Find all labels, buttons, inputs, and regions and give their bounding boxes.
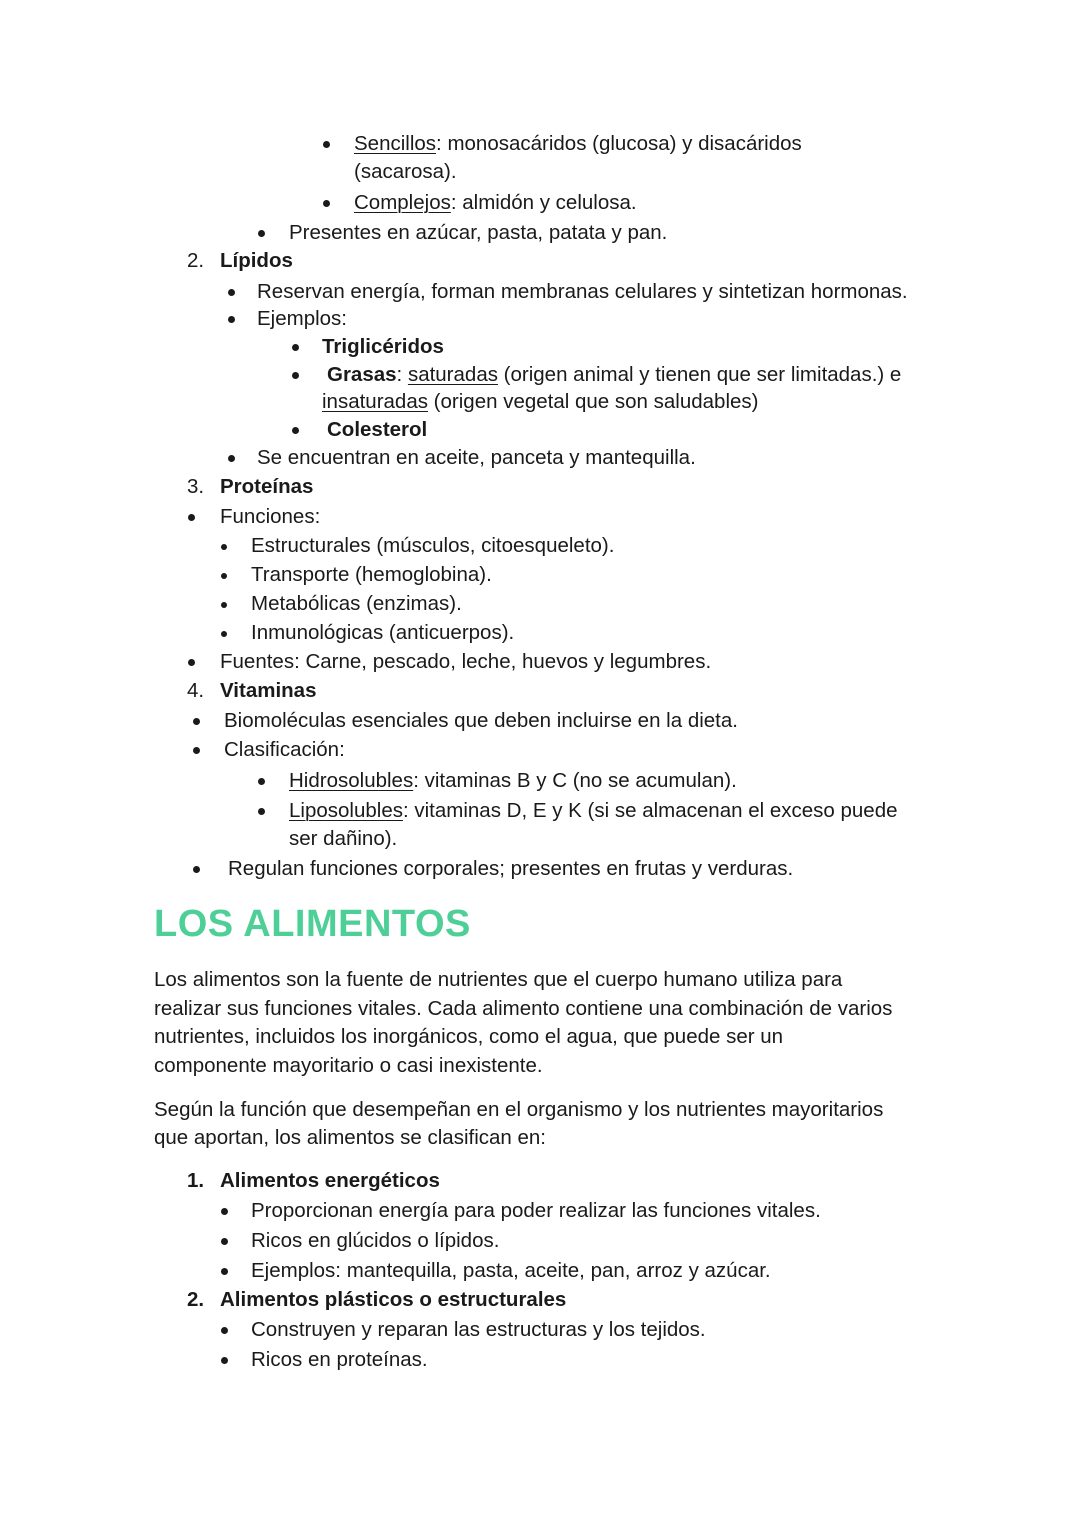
grasas-term: Grasas	[327, 363, 397, 386]
energeticos-item: Proporcionan energía para poder realizar las funciones vitales.	[251, 1199, 821, 1222]
bullet	[228, 316, 235, 323]
bullet	[323, 200, 330, 207]
insaturadas-line	[322, 388, 758, 416]
lipidos-title: Lípidos	[220, 249, 293, 272]
hidrosolubles-text: : vitaminas B y C (no se acumulan).	[413, 769, 737, 792]
proteinas-funciones: Funciones:	[220, 505, 321, 528]
saturadas-term: saturadas	[407, 363, 498, 386]
bullet	[221, 602, 227, 608]
bullet	[258, 230, 265, 237]
bullet	[188, 659, 195, 666]
bullet	[193, 747, 200, 754]
proteinas-item: Inmunológicas (anticuerpos).	[251, 621, 515, 644]
colesterol: Colesterol	[327, 418, 428, 441]
energeticos-number: 1.	[187, 1169, 205, 1192]
lipidos-reservan: Reservan energía, forman membranas celulares y sintetizan hormonas.	[257, 280, 908, 303]
bullet	[221, 1357, 228, 1364]
paragraph-line: Los alimentos son la fuente de nutrientes que el cuerpo humano utiliza para	[154, 968, 843, 991]
section-heading: LOS ALIMENTOS	[154, 903, 471, 945]
vitaminas-clasificacion: Clasificación:	[224, 738, 345, 761]
bullet	[188, 514, 195, 521]
bullet	[193, 718, 200, 725]
bullet	[292, 427, 299, 434]
paragraph-line: componente mayoritario o casi inexistente.	[154, 1054, 543, 1077]
plasticos-number: 2.	[187, 1288, 205, 1311]
proteinas-item: Transporte (hemoglobina).	[251, 563, 492, 586]
insaturadas-term: insaturadas	[322, 390, 428, 413]
trigliceridos: Triglicéridos	[322, 335, 444, 358]
liposolubles-line	[289, 797, 898, 825]
vitaminas-regulan: Regulan funciones corporales; presentes en frutas y verduras.	[228, 857, 794, 880]
vitaminas-title: Vitaminas	[220, 679, 317, 702]
complejos-text: : almidón y celulosa.	[450, 191, 637, 214]
paragraph-line: que aportan, los alimentos se clasifican en:	[154, 1126, 547, 1149]
bullet	[221, 1208, 228, 1215]
energeticos-item: Ejemplos: mantequilla, pasta, aceite, pan, arroz y azúcar.	[251, 1259, 771, 1282]
complejos-line	[354, 189, 637, 217]
saturadas-text: (origen animal y tienen que ser limitadas.) e	[497, 363, 902, 386]
liposolubles-term: Liposolubles	[289, 799, 403, 822]
plasticos-title: Alimentos plásticos o estructurales	[220, 1288, 567, 1311]
sencillos-line-2: (sacarosa).	[354, 160, 457, 183]
bullet	[221, 573, 227, 579]
lipidos-fuentes: Se encuentran en aceite, panceta y mantequilla.	[257, 446, 696, 469]
bullet	[221, 1238, 228, 1245]
vitaminas-biomoleculas: Biomoléculas esenciales que deben incluirse en la dieta.	[224, 709, 738, 732]
bullet	[221, 631, 227, 637]
vitaminas-number: 4.	[187, 679, 205, 702]
sencillos-text: : monosacáridos (glucosa) y disacáridos	[436, 132, 802, 155]
grasas-line	[327, 361, 901, 389]
bullet	[258, 778, 265, 785]
proteinas-fuentes: Fuentes: Carne, pescado, leche, huevos y legumbres.	[220, 650, 712, 673]
bullet	[228, 289, 235, 296]
liposolubles-line-2: ser dañino).	[289, 827, 398, 850]
sencillos-line	[354, 130, 802, 158]
paragraph-line: realizar sus funciones vitales. Cada alimento contiene una combinación de varios	[154, 997, 893, 1020]
grasas-colon: :	[396, 363, 408, 386]
bullet	[292, 372, 299, 379]
bullet	[292, 344, 299, 351]
sencillos-term: Sencillos	[354, 132, 437, 155]
proteinas-item: Metabólicas (enzimas).	[251, 592, 462, 615]
complejos-term: Complejos	[354, 191, 451, 214]
bullet	[193, 866, 200, 873]
plasticos-item: Construyen y reparan las estructuras y los tejidos.	[251, 1318, 706, 1341]
glucidos-presentes: Presentes en azúcar, pasta, patata y pan.	[289, 221, 668, 244]
plasticos-item: Ricos en proteínas.	[251, 1348, 428, 1371]
bullet	[221, 1327, 228, 1334]
hidrosolubles-term: Hidrosolubles	[289, 769, 414, 792]
lipidos-number: 2.	[187, 249, 205, 272]
paragraph-line: Según la función que desempeñan en el organismo y los nutrientes mayoritarios	[154, 1098, 884, 1121]
energeticos-item: Ricos en glúcidos o lípidos.	[251, 1229, 500, 1252]
energeticos-title: Alimentos energéticos	[220, 1169, 440, 1192]
proteinas-item: Estructurales (músculos, citoesqueleto).	[251, 534, 615, 557]
bullet	[323, 141, 330, 148]
bullet	[221, 544, 227, 550]
bullet	[221, 1268, 228, 1275]
hidrosolubles-line	[289, 767, 737, 795]
paragraph-line: nutrientes, incluidos los inorgánicos, como el agua, que puede ser un	[154, 1025, 784, 1048]
bullet	[228, 455, 235, 462]
insaturadas-text: (origen vegetal que son saludables)	[427, 390, 759, 413]
bullet	[258, 808, 265, 815]
proteinas-title: Proteínas	[220, 475, 314, 498]
lipidos-ejemplos: Ejemplos:	[257, 307, 348, 330]
liposolubles-text: : vitaminas D, E y K (si se almacenan el exceso puede	[402, 799, 898, 822]
proteinas-number: 3.	[187, 475, 205, 498]
